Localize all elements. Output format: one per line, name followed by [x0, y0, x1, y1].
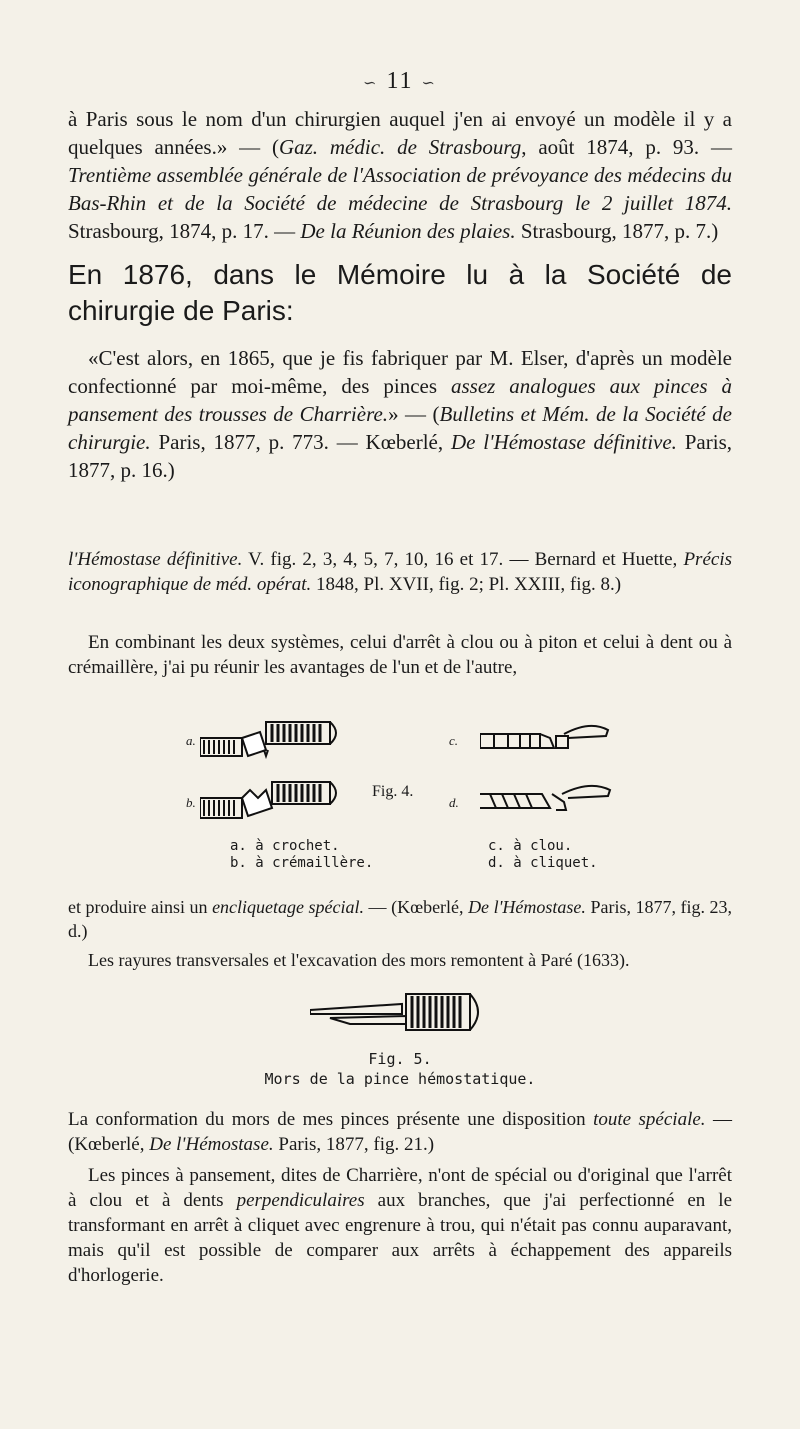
- page-number: ∽ 11 ∽: [363, 68, 437, 94]
- paragraph-encliquetage: et produire ainsi un encliquetage spécial. — (Kœberlé, De l'Hémostase. Paris, 1877, fig. 23, d.): [68, 897, 733, 941]
- ornament-right-icon: ∽: [421, 75, 437, 92]
- fig4-letter-d: d.: [449, 795, 459, 810]
- fig4-letter-b: b.: [186, 795, 196, 810]
- section-heading: En 1876, dans le Mémoire lu à la Société de chirurgie de Paris:: [68, 259, 732, 326]
- fig5-jaw-drawing: [310, 990, 490, 1042]
- fig4-clamp-b-cremaillere: [200, 780, 360, 830]
- fig4-letter-a: a.: [186, 733, 196, 748]
- fig4-caption-b: b. à crémaillère.: [230, 855, 374, 871]
- fig4-caption-d: d. à cliquet.: [488, 855, 598, 871]
- fig5-caption: Mors de la pince hémostatique.: [264, 1070, 536, 1088]
- quote-paragraph: «C'est alors, en 1865, que je fis fabriquer par M. Elser, d'après un modèle confectionné par moi-même, des pinces assez analogues aux pinces à pansement des trousses de Charrière.» — (Bulletins et Mém. de la Société de chirurgie. Paris, 1877, p. 773. — Kœberlé, De l'Hémostase définitive. Paris, 1877, p. 16.): [68, 346, 733, 482]
- paragraph-continuation: à Paris sous le nom d'un chirurgien auquel j'en ai envoyé un modèle il y a quelques années.» — (Gaz. médic. de Strasbourg, août 1874, p. 93. — Trentième assemblée générale de l'Association de prévoyance des médecins du Bas-Rhin et de la Société de médecine de Strasbourg le 2 juillet 1874. Strasbourg, 1874, p. 17. — De la Réunion des plaies. Strasbourg, 1877, p. 7.): [68, 107, 732, 243]
- fig4-clamp-d-cliquet: [480, 780, 620, 825]
- ornament-left-icon: ∽: [363, 75, 379, 92]
- reference-paragraph: l'Hémostase définitive. V. fig. 2, 3, 4, 5, 7, 10, 16 et 17. — Bernard et Huette, Précis iconographique de méd. opérat. 1848, Pl. XVII, fig. 2; Pl. XXIII, fig. 8.): [68, 549, 732, 595]
- figure-4: [0, 705, 800, 871]
- fig4-clamp-c-clou: [480, 720, 620, 765]
- paragraph-combination: En combinant les deux systèmes, celui d'arrêt à clou ou à piton et celui à dent ou à crémaillère, j'ai pu réunir les avantages de l'un et de l'autre,: [68, 632, 732, 678]
- paragraph-pare: Les rayures transversales et l'excavation des mors remontent à Paré (1633).: [88, 950, 630, 970]
- fig5-label: Fig. 5.: [368, 1050, 432, 1068]
- paragraph-conformation: La conformation du mors de mes pinces présente une disposition toute spéciale. — (Kœberlé, De l'Hémostase. Paris, 1877, fig. 21.): [68, 1109, 732, 1155]
- paragraph-charriere: Les pinces à pansement, dites de Charrière, n'ont de spécial ou d'original que l'arrêt à clou et à dents perpendiculaires aux branches, que j'ai perfectionné en le transformant en arrêt à cliquet avec engrenure à trou, qui n'était pas connu auparavant, mais qu'il est possible de comparer aux arrêts à échappement des appareils d'horlogerie.: [68, 1165, 733, 1286]
- fig4-label: Fig. 4.: [372, 783, 414, 800]
- fig4-clamp-a-crochet: [200, 720, 360, 770]
- fig4-caption-a: a. à crochet.: [230, 838, 340, 854]
- fig4-caption-c: c. à clou.: [488, 838, 573, 854]
- fig4-letter-c: c.: [449, 733, 459, 748]
